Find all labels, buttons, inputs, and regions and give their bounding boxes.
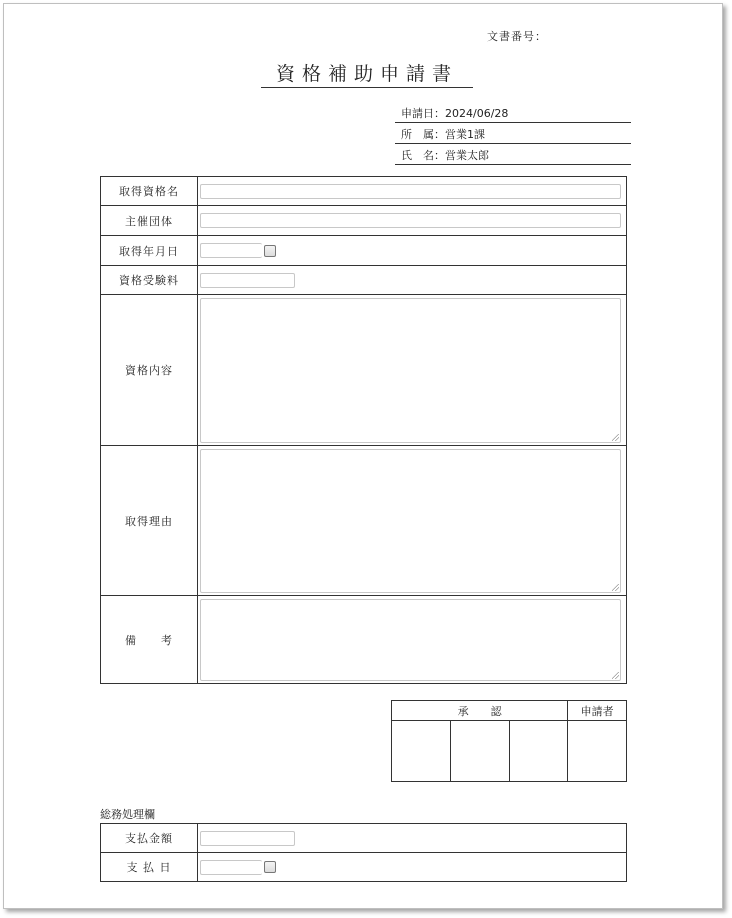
application-form-table — [100, 176, 627, 684]
applicant-stamp-cell — [568, 721, 627, 782]
acquisition-reason-label: 取得理由 — [101, 446, 198, 596]
page-title: 資格補助申請書 — [261, 59, 473, 88]
resize-handle-icon[interactable] — [612, 672, 619, 679]
applicant-stamp-header: 申請者 — [568, 701, 627, 721]
acquired-date-label: 取得年月日 — [101, 236, 198, 266]
qualification-name-label: 取得資格名 — [101, 177, 198, 206]
approval-stamp-cell — [450, 721, 509, 782]
payment-amount-label: 支払金額 — [101, 824, 198, 853]
organizer-label: 主催団体 — [101, 206, 198, 236]
exam-fee-input[interactable] — [200, 273, 295, 288]
organizer-input[interactable] — [200, 213, 621, 228]
remarks-textarea[interactable] — [200, 599, 621, 681]
resize-handle-icon[interactable] — [612, 434, 619, 441]
application-date-label: 申請日： — [401, 107, 445, 120]
department-value: 営業1課 — [445, 128, 485, 141]
payment-date-label: 支 払 日 — [101, 853, 198, 882]
approval-stamp-cell — [392, 721, 451, 782]
qualification-name-input[interactable] — [200, 184, 621, 199]
calendar-picker-icon[interactable] — [264, 861, 276, 873]
name-row — [395, 149, 631, 165]
approval-stamp-table — [391, 700, 627, 782]
approval-stamp-cell — [509, 721, 568, 782]
approval-header: 承 認 — [392, 701, 568, 721]
document-number-label: 文書番号： — [487, 30, 547, 43]
payment-amount-input[interactable] — [200, 831, 295, 846]
remarks-label: 備 考 — [101, 596, 198, 684]
qualification-content-label: 資格内容 — [101, 295, 198, 446]
department-row — [395, 128, 631, 144]
acquisition-reason-textarea[interactable] — [200, 449, 621, 593]
payment-date-input[interactable] — [200, 860, 262, 875]
exam-fee-label: 資格受験料 — [101, 266, 198, 295]
general-affairs-table — [100, 823, 627, 882]
acquired-date-input[interactable] — [200, 243, 262, 258]
resize-handle-icon[interactable] — [612, 584, 619, 591]
name-value: 営業太郎 — [445, 149, 489, 162]
name-label: 氏 名： — [401, 149, 445, 162]
department-label: 所 属： — [401, 128, 445, 141]
qualification-content-textarea[interactable] — [200, 298, 621, 443]
application-date-row — [395, 107, 631, 123]
general-affairs-section-label: 総務処理欄 — [100, 808, 155, 821]
calendar-picker-icon[interactable] — [264, 245, 276, 257]
application-date-value: 2024/06/28 — [445, 107, 509, 120]
